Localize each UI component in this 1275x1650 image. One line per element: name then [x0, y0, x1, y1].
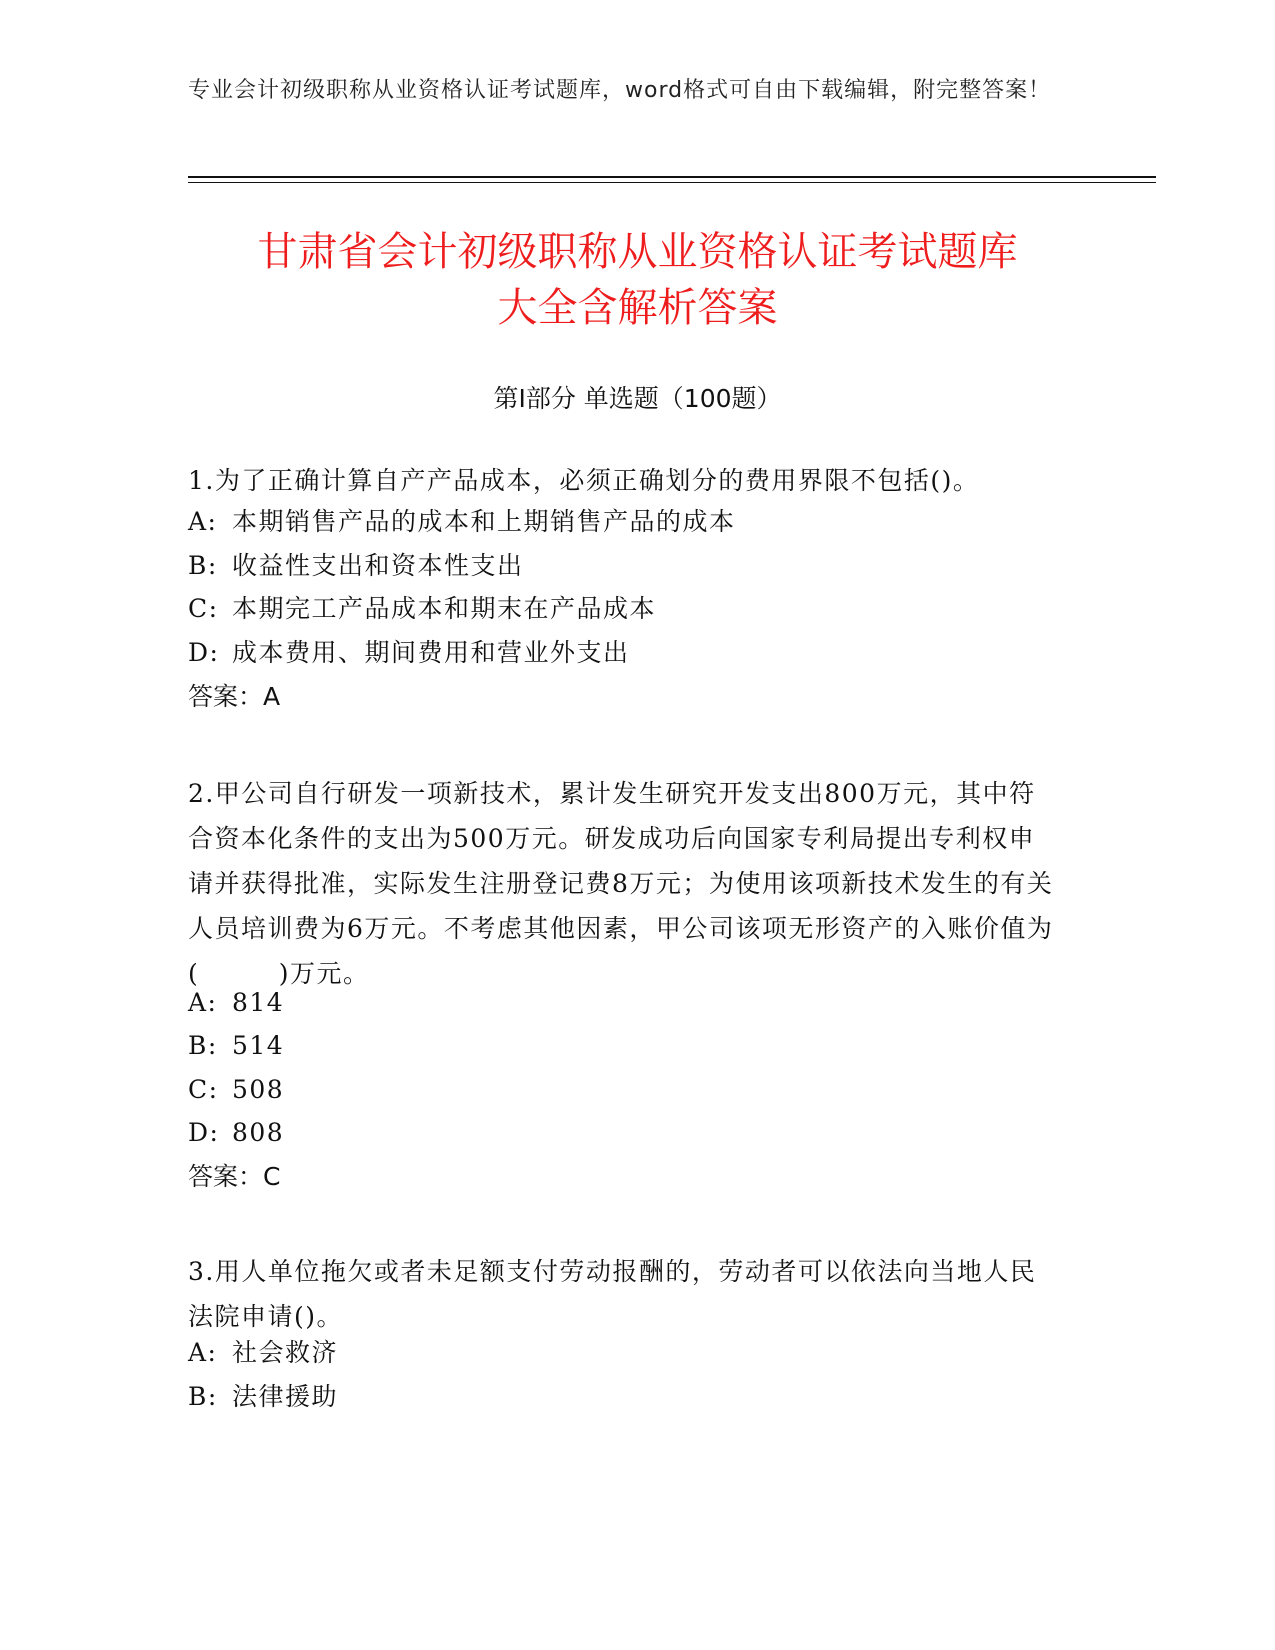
option-text: 本期销售产品的成本和上期销售产品的成本 [232, 507, 736, 536]
option-letter: A: [188, 507, 218, 536]
question-1-option-c [188, 592, 656, 626]
question-2-option-a [188, 986, 284, 1020]
option-text: 814 [232, 988, 285, 1017]
option-letter: C: [188, 594, 219, 623]
document-title-line-2: 大全含解析答案 [497, 285, 778, 331]
option-text: 社会救济 [232, 1338, 339, 1367]
question-3-option-b [188, 1380, 338, 1414]
question-2-stem: 2.甲公司自行研发一项新技术，累计发生研究开发支出800万元，其中符合资本化条件的支出为500万元。研发成功后向国家专利局提出专利权申请并获得批准，实际发生注册登记费8万元；为使用该项新技术发生的有关人员培训费为6万元。不考虑其他因素，甲公司该项无形资产的入账价值为( )万元。 [188, 779, 1054, 988]
header-divider-thick [188, 176, 1156, 178]
question-2-answer: 答案：C [188, 1162, 281, 1191]
header-note: 专业会计初级职称从业资格认证考试题库，word格式可自由下载编辑，附完整答案！ [188, 78, 1052, 103]
question-3-option-a [188, 1336, 338, 1370]
question-3-stem: 3.用人单位拖欠或者未足额支付劳动报酬的，劳动者可以依法向当地人民法院申请()。 [188, 1257, 1037, 1331]
section-title: 第I部分 单选题（100题） [493, 384, 782, 413]
question-1-answer: 答案：A [188, 682, 281, 711]
option-letter: D: [188, 638, 220, 667]
option-text: 本期完工产品成本和期末在产品成本 [232, 594, 657, 623]
header-divider-thin [188, 182, 1156, 183]
document-title-line-1: 甘肃省会计初级职称从业资格认证考试题库 [257, 229, 1018, 275]
option-letter: A: [188, 988, 218, 1017]
question-1-stem: 1.为了正确计算自产产品成本，必须正确划分的费用界限不包括()。 [188, 466, 980, 495]
question-1-option-d [188, 636, 630, 670]
option-letter: D: [188, 1118, 220, 1147]
option-text: 法律援助 [232, 1382, 339, 1411]
option-letter: A: [188, 1338, 218, 1367]
option-letter: C: [188, 1075, 219, 1104]
option-letter: B: [188, 1382, 218, 1411]
document-title [150, 224, 1125, 336]
option-text: 508 [232, 1075, 285, 1104]
question-2-option-c [188, 1073, 284, 1107]
question-1-option-b [188, 549, 524, 583]
question-2-option-b [188, 1029, 284, 1063]
option-letter: B: [188, 551, 218, 580]
option-letter: B: [188, 1031, 218, 1060]
option-text: 808 [232, 1118, 285, 1147]
option-text: 514 [232, 1031, 285, 1060]
question-2-option-d [188, 1116, 284, 1150]
option-text: 收益性支出和资本性支出 [232, 551, 524, 580]
question-1-option-a [188, 505, 736, 539]
option-text: 成本费用、期间费用和营业外支出 [232, 638, 630, 667]
